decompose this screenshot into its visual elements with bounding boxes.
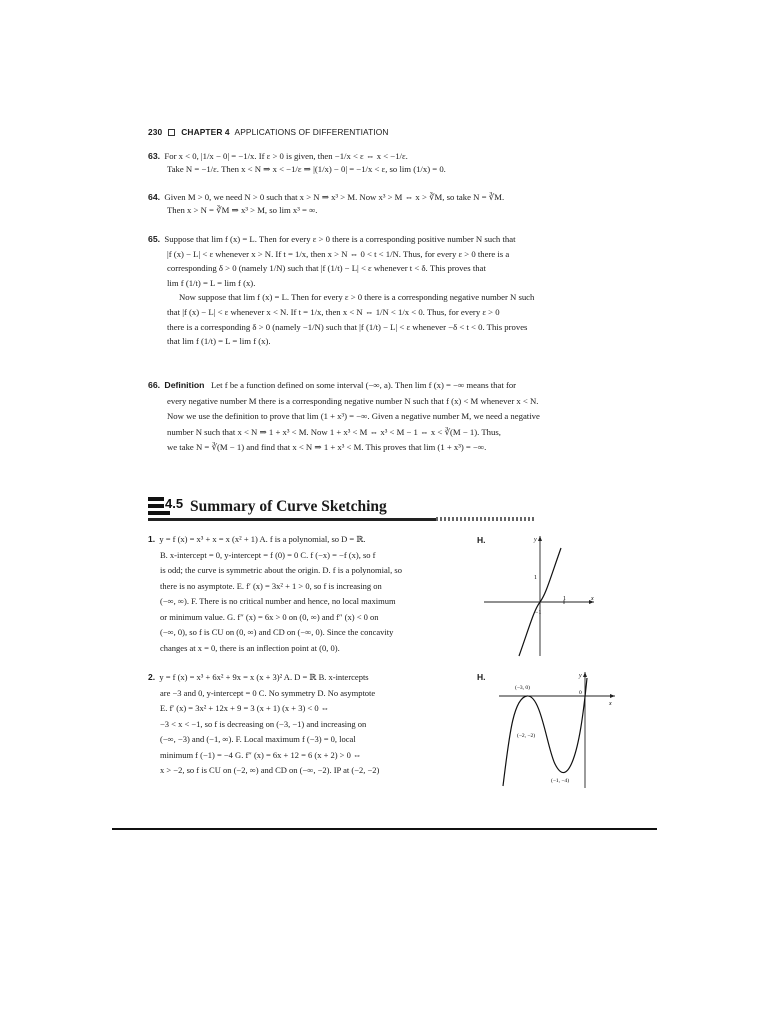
problem-line: Suppose that lim f (x) = L. Then for every ε > 0 there is a corresponding positive number N such that	[164, 234, 516, 244]
section-number: 4.5	[165, 496, 184, 511]
answer-line: or minimum value. G. f″ (x) = 6x > 0 on (0, ∞) and f″ (x) < 0 on	[160, 611, 379, 622]
page-number: 230	[148, 127, 163, 137]
problem-line: lim f (1/t) = L = lim f (x).	[167, 277, 256, 288]
answer-line: there is no asymptote. E. f′ (x) = 3x² + 1 > 0, so f is increasing on	[160, 580, 382, 591]
section-mark-icon	[148, 496, 184, 518]
answer-line: minimum f (−1) = −4 G. f″ (x) = 6x + 12 = 6 (x + 2) > 0 ⇔	[160, 749, 362, 760]
problem-number: 64.	[148, 192, 161, 202]
problem-line: |f (x) − L| < ε whenever x > N. If t = 1/x, then x > N ⇔ 0 < t < 1/N. Thus, for every ε > 0 there is a	[167, 248, 510, 259]
problem-65	[148, 232, 534, 349]
x-axis-label: x	[609, 701, 612, 707]
problem-number: 66.	[148, 380, 161, 390]
section-rule-fade	[436, 517, 536, 521]
point-label-origin: 0	[579, 690, 582, 696]
graph-label: H.	[477, 672, 486, 682]
problem-line: Let f be a function defined on some interval (−∞, a). Then lim f (x) = −∞ means that for	[211, 380, 517, 390]
y-axis-label: y	[579, 673, 582, 679]
definition-label: Definition	[164, 380, 205, 390]
point-label-min: (−1, −4)	[551, 778, 570, 784]
problem-line: For x < 0, |1/x − 0| = −1/x. If ε > 0 is given, then −1/x < ε ⇔ x < −1/ε.	[164, 151, 408, 161]
answer-line: y = f (x) = x³ + 6x² + 9x = x (x + 3)² A. D = ℝ B. x-intercepts	[159, 672, 369, 682]
running-header	[148, 127, 389, 137]
y-tick-pos-label: 1	[534, 575, 537, 581]
answer-line: are −3 and 0, y-intercept = 0 C. No symmetry D. No asymptote	[160, 687, 376, 698]
footer-rule	[112, 828, 657, 830]
graph-answer-2	[495, 668, 620, 792]
graph-answer-1	[478, 530, 598, 660]
problem-line: that lim f (1/t) = L = lim f (x).	[167, 336, 271, 347]
problem-66	[148, 378, 540, 456]
header-box-icon	[168, 129, 175, 136]
problem-63	[148, 150, 446, 176]
problem-line: Then x > N = ∛M ⇒ x³ > M, so lim x³ = ∞.	[167, 205, 318, 215]
y-tick-neg-label: −1	[535, 610, 542, 616]
problem-number: 63.	[148, 151, 161, 161]
y-axis-arrow-icon	[583, 672, 587, 677]
problem-line: that |f (x) − L| < ε whenever x < N. If t = 1/x, then x < N ⇔ 1/N < 1/x < 0. Thus, for every ε > 0	[167, 306, 500, 317]
graph-label: H.	[477, 535, 486, 545]
y-axis-arrow-icon	[538, 536, 542, 541]
answer-line: is odd; the curve is symmetric about the origin. D. f is a polynomial, so	[160, 565, 402, 575]
problem-line: every negative number M there is a corresponding negative number N such that f (x) < M whenever x < N.	[167, 395, 539, 406]
problem-line: Take N = −1/ε. Then x < N ⇒ x < −1/ε ⇒ |(1/x) − 0| = −1/x < ε, so lim (1/x) = 0.	[167, 164, 446, 174]
problem-line: Now we use the definition to prove that lim (1 + x³) = −∞. Given a negative number M, we need a negative	[167, 411, 540, 422]
problem-line: there is a corresponding δ > 0 (namely −1/N) such that |f (1/t) − L| < ε whenever −δ < t < 0. This proves	[167, 321, 528, 332]
answer-line: x > −2, so f is CU on (−2, ∞) and CD on (−∞, −2). IP at (−2, −2)	[160, 765, 380, 775]
problem-line: we take N = ∛(M − 1) and find that x < N ⇒ 1 + x³ < M. This proves that lim (1 + x³) = −∞.	[167, 442, 487, 453]
answer-line: (−∞, 0), so f is CU on (0, ∞) and CD on (−∞, 0). Since the concavity	[160, 627, 394, 637]
point-label-inflection: (−2, −2)	[517, 733, 536, 739]
x-tick-label: 1	[563, 596, 566, 602]
answer-1	[148, 532, 402, 656]
problem-line: Given M > 0, we need N > 0 such that x > N ⇒ x³ > M. Now x³ > M ⇔ x > ∛M, so take N = ∛M.	[164, 192, 505, 202]
problem-line: number N such that x < N ⇒ 1 + x³ < M. Now 1 + x³ < M ⇔ x³ < M − 1 ⇔ x < ∛(M − 1). Thus,	[167, 426, 501, 437]
section-title: Summary of Curve Sketching	[190, 498, 387, 515]
problem-line: corresponding δ > 0 (namely 1/N) such that |f (1/t) − L| < ε whenever t < δ. This proves that	[167, 263, 486, 274]
answer-2	[148, 670, 379, 779]
answer-line: y = f (x) = x³ + x = x (x² + 1) A. f is a polynomial, so D = ℝ.	[159, 534, 366, 544]
curve-cubic	[503, 678, 587, 786]
answer-line: changes at x = 0, there is an inflection point at (0, 0).	[160, 642, 340, 653]
answer-line: −3 < x < −1, so f is decreasing on (−3, −1) and increasing on	[160, 718, 367, 729]
answer-line: (−∞, −3) and (−1, ∞). F. Local maximum f (−3) = 0, local	[160, 734, 356, 744]
answer-number: 2.	[148, 672, 156, 682]
answer-line: (−∞, ∞). F. There is no critical number and hence, no local maximum	[160, 596, 396, 606]
x-axis-arrow-icon	[610, 694, 615, 698]
problem-number: 65.	[148, 234, 161, 244]
chapter-title: APPLICATIONS OF DIFFERENTIATION	[234, 127, 389, 137]
answer-line: B. x-intercept = 0, y-intercept = f (0) = 0 C. f (−x) = −f (x), so f	[160, 549, 376, 560]
answer-number: 1.	[148, 534, 156, 544]
y-axis-label: y	[534, 537, 537, 543]
answer-line: E. f′ (x) = 3x² + 12x + 9 = 3 (x + 1) (x + 3) < 0 ⇔	[160, 703, 330, 713]
x-axis-label: x	[591, 596, 594, 602]
point-label-max: (−3, 0)	[515, 685, 531, 691]
problem-64	[148, 191, 504, 217]
problem-line: Now suppose that lim f (x) = L. Then for every ε > 0 there is a corresponding negative number N such	[179, 292, 535, 303]
chapter-label: CHAPTER 4	[181, 127, 230, 137]
